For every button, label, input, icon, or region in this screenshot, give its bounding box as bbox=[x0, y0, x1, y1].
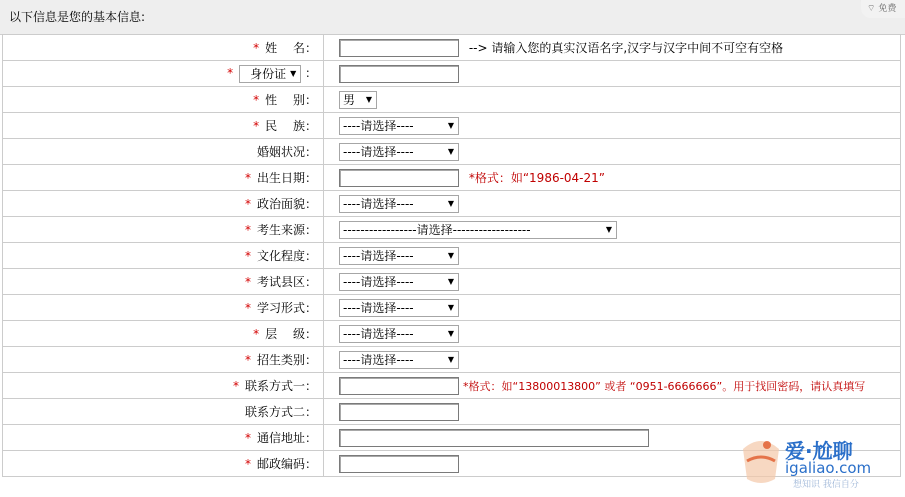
label-marital: 婚姻状况： bbox=[3, 139, 324, 165]
site-watermark bbox=[737, 431, 897, 491]
required-mark: * bbox=[244, 431, 251, 445]
contact1-hint: *格式：如“13800013800” 或者 “0951-6666666”。用于找回密码，请认真填写 bbox=[463, 379, 866, 393]
row-ethnic bbox=[3, 113, 901, 139]
label-level: * 层 级： bbox=[3, 321, 324, 347]
required-mark: * bbox=[244, 275, 251, 289]
chevron-down-icon: ▼ bbox=[447, 147, 455, 156]
row-gender bbox=[3, 87, 901, 113]
label-idtype: * 身份证 ▼ ： bbox=[3, 61, 324, 87]
row-marital bbox=[3, 139, 901, 165]
required-mark: * bbox=[253, 119, 260, 133]
birth-hint: *格式：如“1986-04-21” bbox=[468, 171, 606, 185]
required-mark: * bbox=[253, 41, 260, 55]
required-mark: * bbox=[244, 301, 251, 315]
chevron-down-icon: ▼ bbox=[447, 355, 455, 364]
required-mark: * bbox=[244, 353, 251, 367]
required-mark: * bbox=[244, 249, 251, 263]
id-number-input[interactable] bbox=[339, 65, 459, 83]
label-political: * 政治面貌： bbox=[3, 191, 324, 217]
section-header bbox=[0, 0, 905, 35]
required-mark: * bbox=[232, 379, 239, 393]
chevron-down-icon: ▼ bbox=[447, 199, 455, 208]
row-contact2 bbox=[3, 399, 901, 425]
source-select[interactable]: -----------------请选择------------------ ▼ bbox=[339, 221, 617, 239]
label-source: * 考生来源： bbox=[3, 217, 324, 243]
row-county bbox=[3, 269, 901, 295]
category-select[interactable]: ----请选择---- ▼ bbox=[339, 351, 459, 369]
political-select[interactable]: ----请选择---- ▼ bbox=[339, 195, 459, 213]
ethnic-select[interactable]: ----请选择---- ▼ bbox=[339, 117, 459, 135]
label-education: * 文化程度： bbox=[3, 243, 324, 269]
label-county: * 考试县区： bbox=[3, 269, 324, 295]
row-category bbox=[3, 347, 901, 373]
required-mark: * bbox=[253, 93, 260, 107]
gender-select[interactable]: 男 ▼ bbox=[339, 91, 377, 109]
chevron-down-icon: ▼ bbox=[605, 225, 613, 234]
label-gender: * 性 别： bbox=[3, 87, 324, 113]
marital-select[interactable]: ----请选择---- ▼ bbox=[339, 143, 459, 161]
education-select[interactable]: ----请选择---- ▼ bbox=[339, 247, 459, 265]
birth-date-input[interactable] bbox=[339, 169, 459, 187]
watermark-title: 爱·尬聊 bbox=[785, 439, 853, 463]
label-studyform: * 学习形式： bbox=[3, 295, 324, 321]
id-type-select[interactable]: 身份证 ▼ bbox=[239, 65, 301, 83]
row-contact1 bbox=[3, 373, 901, 399]
chevron-down-icon: ▼ bbox=[447, 303, 455, 312]
label-address: * 通信地址： bbox=[3, 425, 324, 451]
chevron-down-icon: ▼ bbox=[447, 277, 455, 286]
label-ethnic: * 民 族： bbox=[3, 113, 324, 139]
chevron-down-icon: ▼ bbox=[447, 251, 455, 260]
label-contact1: * 联系方式一： bbox=[3, 373, 324, 399]
name-hint: --> 请输入您的真实汉语名字,汉字与汉字中间不可空有空格 bbox=[468, 41, 784, 55]
row-idtype bbox=[3, 61, 901, 87]
required-mark: * bbox=[227, 66, 234, 81]
chevron-down-icon: ▼ bbox=[365, 95, 373, 104]
row-name bbox=[3, 35, 901, 61]
row-political bbox=[3, 191, 901, 217]
required-mark: * bbox=[244, 223, 251, 237]
study-form-select[interactable]: ----请选择---- ▼ bbox=[339, 299, 459, 317]
row-education bbox=[3, 243, 901, 269]
row-level bbox=[3, 321, 901, 347]
label-postcode: * 邮政编码： bbox=[3, 451, 324, 477]
chevron-down-icon: ▼ bbox=[447, 121, 455, 130]
chevron-down-icon: ▼ bbox=[290, 69, 297, 79]
contact2-input[interactable] bbox=[339, 403, 459, 421]
chevron-down-icon: ▼ bbox=[447, 329, 455, 338]
watermark-slogan: 想知识 我信自分 bbox=[793, 480, 859, 490]
watermark-site: igaliao.com bbox=[785, 459, 872, 477]
contact1-input[interactable] bbox=[339, 377, 459, 395]
label-birth: * 出生日期： bbox=[3, 165, 324, 191]
address-input[interactable] bbox=[339, 429, 649, 447]
row-studyform bbox=[3, 295, 901, 321]
section-title: 以下信息是您的基本信息: bbox=[9, 10, 146, 24]
watermark-logo-icon bbox=[737, 431, 785, 487]
postcode-input[interactable] bbox=[339, 455, 459, 473]
required-mark: * bbox=[253, 327, 260, 341]
wifi-icon: ⌔ bbox=[867, 4, 876, 14]
row-source bbox=[3, 217, 901, 243]
name-input[interactable] bbox=[339, 39, 459, 57]
row-birth bbox=[3, 165, 901, 191]
corner-tab[interactable] bbox=[861, 0, 905, 18]
label-contact2: 联系方式二： bbox=[3, 399, 324, 425]
corner-label: 免费 bbox=[878, 4, 897, 14]
required-mark: * bbox=[244, 171, 251, 185]
county-select[interactable]: ----请选择---- ▼ bbox=[339, 273, 459, 291]
required-mark: * bbox=[244, 457, 251, 471]
required-mark: * bbox=[244, 197, 251, 211]
label-category: * 招生类别： bbox=[3, 347, 324, 373]
basic-info-form bbox=[2, 34, 901, 477]
label-name: * 姓 名： bbox=[3, 35, 324, 61]
level-select[interactable]: ----请选择---- ▼ bbox=[339, 325, 459, 343]
